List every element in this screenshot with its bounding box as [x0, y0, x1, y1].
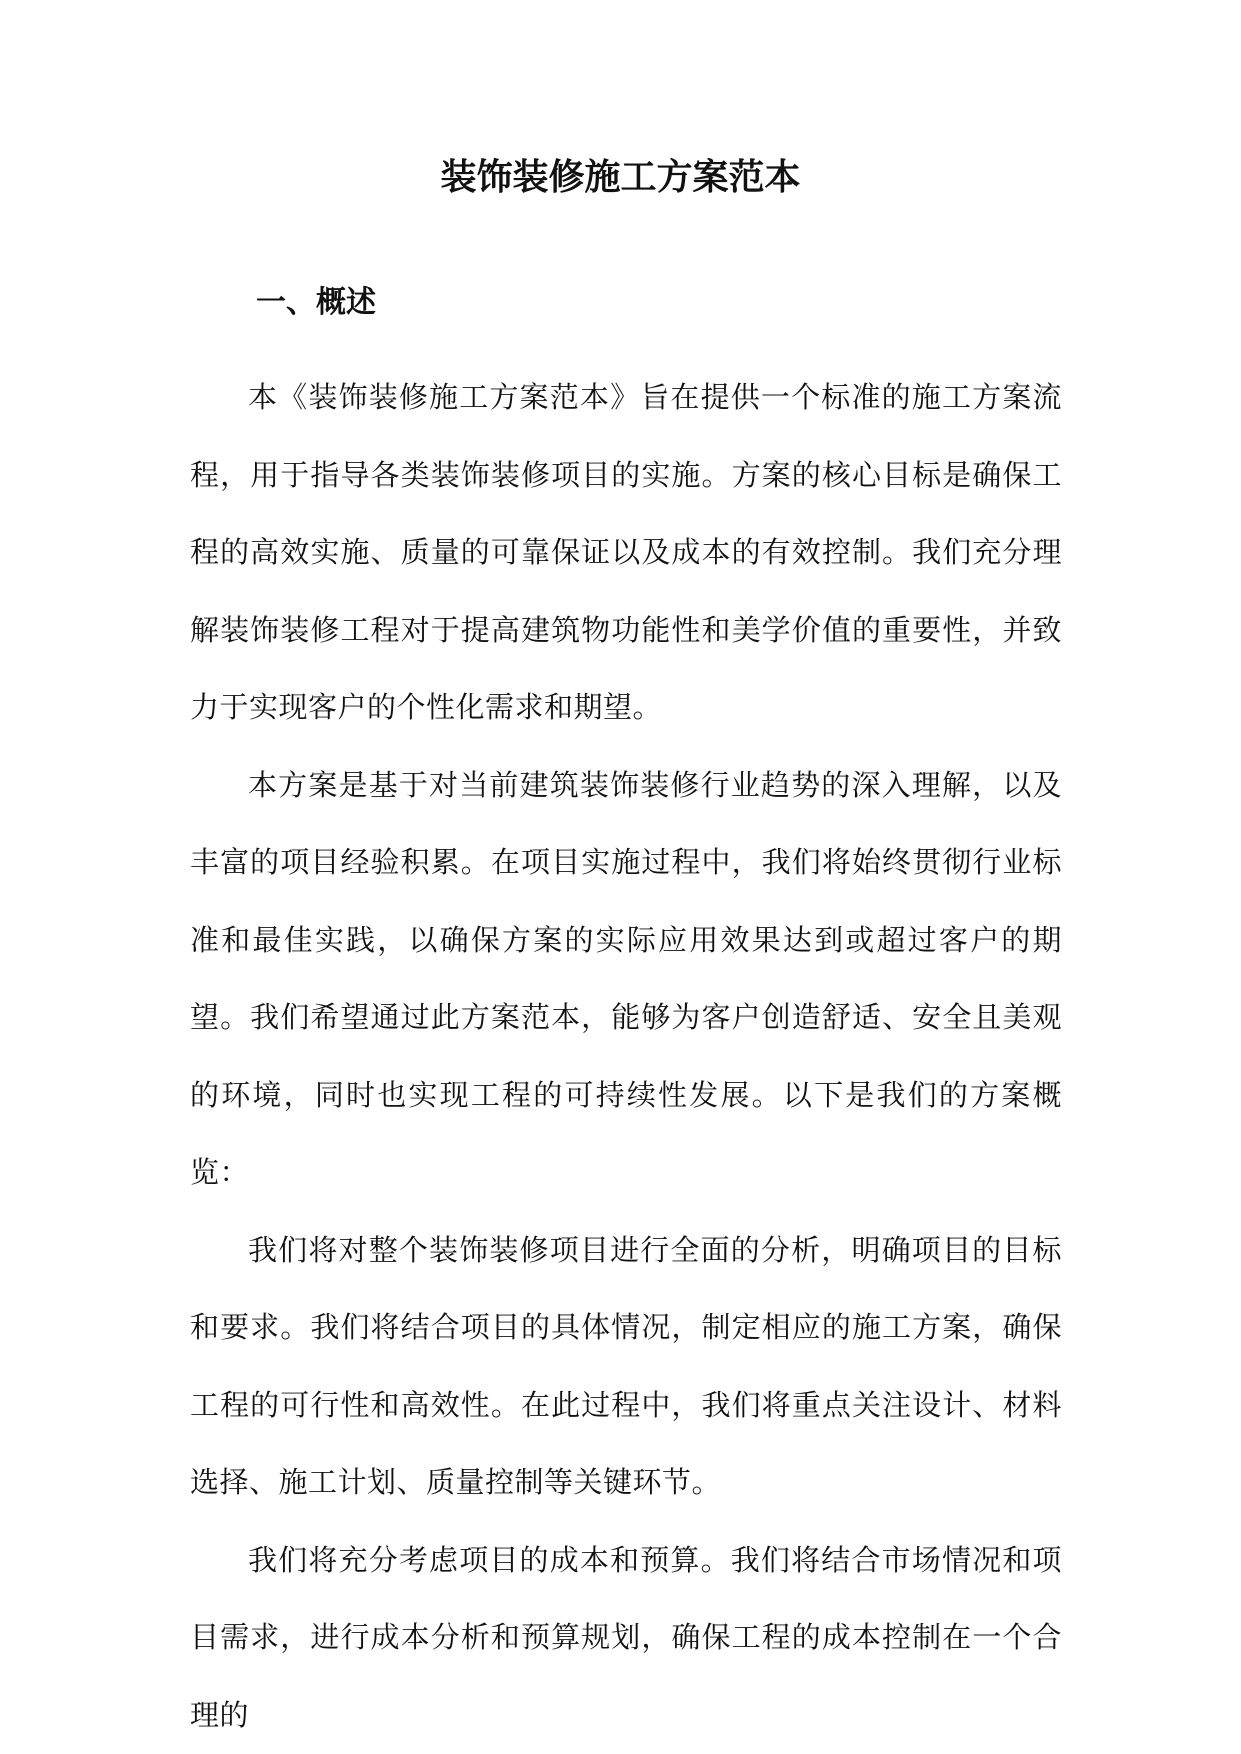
- paragraph-4: 我们将充分考虑项目的成本和预算。我们将结合市场情况和项目需求，进行成本分析和预算规划，确保工程的成本控制在一个合理的: [190, 1542, 1062, 1732]
- paragraph-2: 本方案是基于对当前建筑装饰装修行业趋势的深入理解，以及丰富的项目经验积累。在项目实施过程中，我们将始终贯彻行业标准和最佳实践，以确保方案的实际应用效果达到或超过客户的期望。我们希望通过此方案范本，能够为客户创造舒适、安全且美观的环境，同时也实现工程的可持续性发展。以下是我们的方案概览：: [190, 767, 1062, 1189]
- document-title: 装饰装修施工方案范本: [440, 156, 801, 198]
- section-heading-overview: 一、概述: [256, 285, 376, 320]
- document-body: [190, 359, 1062, 1754]
- paragraph-1: 本《装饰装修施工方案范本》旨在提供一个标准的施工方案流程，用于指导各类装饰装修项目的实施。方案的核心目标是确保工程的高效实施、质量的可靠保证以及成本的有效控制。我们充分理解装饰装修工程对于提高建筑物功能性和美学价值的重要性，并致力于实现客户的个性化需求和期望。: [190, 380, 1062, 724]
- paragraph-3: 我们将对整个装饰装修项目进行全面的分析，明确项目的目标和要求。我们将结合项目的具体情况，制定相应的施工方案，确保工程的可行性和高效性。在此过程中，我们将重点关注设计、材料选择、施工计划、质量控制等关键环节。: [190, 1232, 1062, 1499]
